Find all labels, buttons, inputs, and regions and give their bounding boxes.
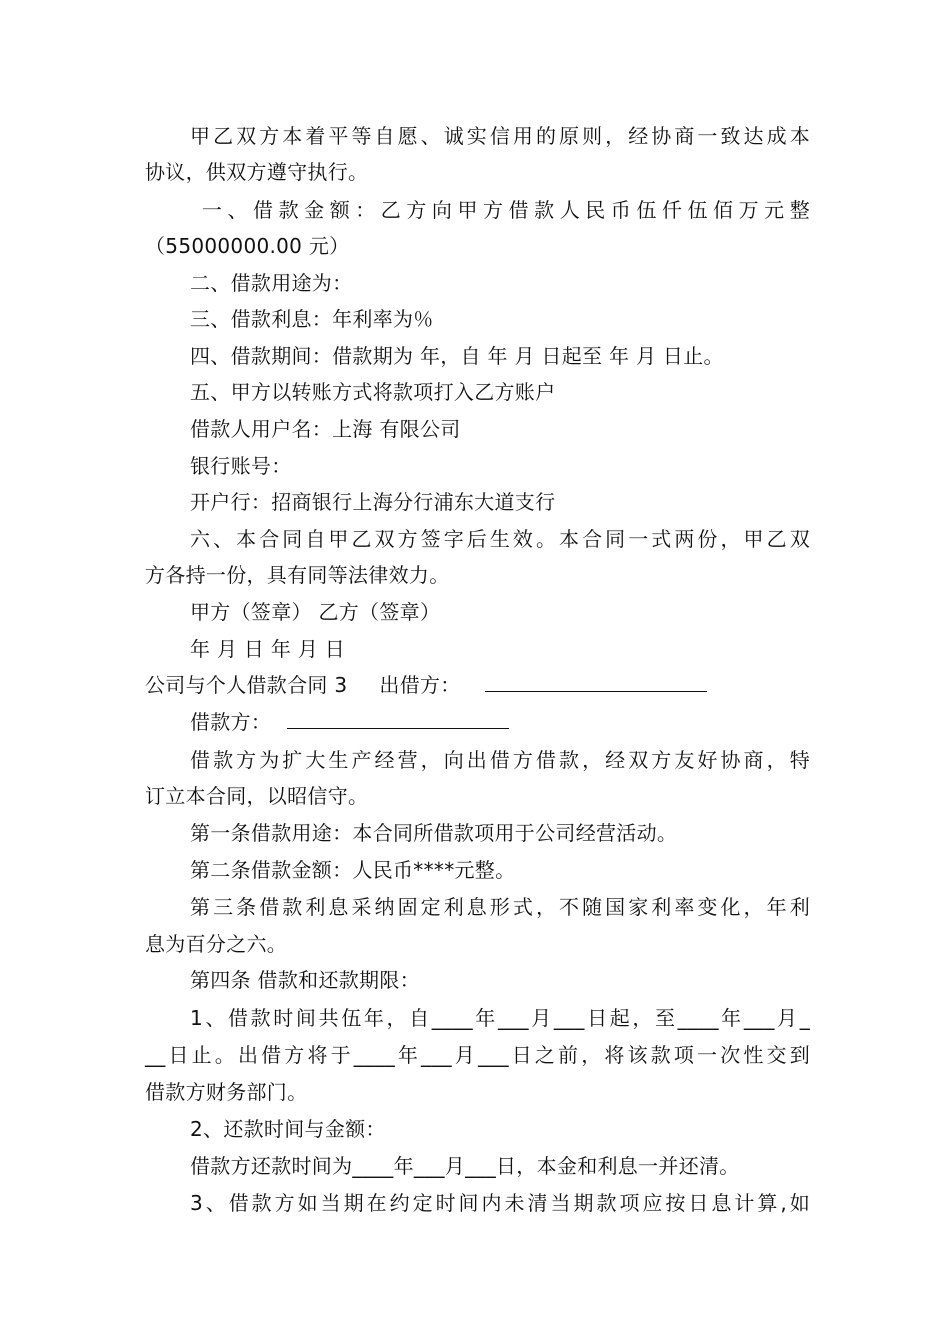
contract-title-row xyxy=(145,673,810,697)
article-4-item-1-line-3: 借款方财务部门。 xyxy=(145,1080,308,1104)
lender-signature-blank xyxy=(485,673,707,692)
article-4-item-3-line-1: 3、借款方如当期在约定时间内未清当期款项应按日息计算,如 xyxy=(190,1191,810,1215)
loan-amount-line-1: 一、借款金额：乙方向甲方借款人民币伍仟伍佰万元整 xyxy=(190,198,810,222)
borrower-account-name: 借款人用户名：上海 有限公司 xyxy=(190,417,461,441)
article-4-item-2: 2、还款时间与金额： xyxy=(190,1117,386,1141)
bank-account-number: 银行账号： xyxy=(190,454,292,478)
loan-purpose-clause: 二、借款用途为： xyxy=(190,271,353,295)
borrower-label: 借款方： xyxy=(190,710,272,734)
paragraph-principle-line-1: 甲乙双方本着平等自愿、诚实信用的原则，经协商一致达成本 xyxy=(190,124,810,148)
lender-label: 出借方： xyxy=(379,673,461,697)
effective-clause-line-1: 六、本合同自甲乙双方签字后生效。本合同一式两份，甲乙双 xyxy=(190,527,810,551)
signature-parties: 甲方（签章） 乙方（签章） xyxy=(190,600,441,624)
article-3-line-1: 第三条借款利息采纳固定利息形式，不随国家利率变化，年利 xyxy=(190,895,810,919)
opening-bank: 开户行：招商银行上海分行浦东大道支行 xyxy=(190,490,556,514)
preamble-line-2: 订立本合同，以昭信守。 xyxy=(145,784,369,808)
article-4-heading: 第四条 借款和还款期限： xyxy=(190,968,420,992)
article-1: 第一条借款用途：本合同所借款项用于公司经营活动。 xyxy=(190,821,678,845)
borrower-signature-blank xyxy=(287,710,509,729)
signature-dates: 年 月 日 年 月 日 xyxy=(190,637,346,661)
effective-clause-line-2: 方各持一份，具有同等法律效力。 xyxy=(145,563,450,587)
transfer-clause: 五、甲方以转账方式将款项打入乙方账户 xyxy=(190,380,556,404)
article-2: 第二条借款金额：人民币****元整。 xyxy=(190,858,516,882)
loan-amount-line-2: （55000000.00 元） xyxy=(145,234,350,258)
article-4-item-1-line-2: __日止。出借方将于____年___月___日之前，将该款项一次性交到 xyxy=(145,1043,810,1067)
paragraph-principle-line-2: 协议，供双方遵守执行。 xyxy=(145,160,369,184)
contract-title: 公司与个人借款合同 3 xyxy=(145,673,348,697)
repayment-time: 借款方还款时间为____年___月___日，本金和利息一并还清。 xyxy=(190,1154,740,1178)
loan-period-clause: 四、借款期间：借款期为 年，自 年 月 日起至 年 月 日止。 xyxy=(190,344,724,368)
loan-interest-clause: 三、借款利息：年利率为％ xyxy=(190,307,434,331)
article-3-line-2: 息为百分之六。 xyxy=(145,932,288,956)
article-4-item-1-line-1: 1、借款时间共伍年，自____年___月___日起，至____年___月_ xyxy=(190,1006,810,1030)
preamble-line-1: 借款方为扩大生产经营，向出借方借款，经双方友好协商，特 xyxy=(190,748,810,772)
borrower-row xyxy=(190,710,810,734)
